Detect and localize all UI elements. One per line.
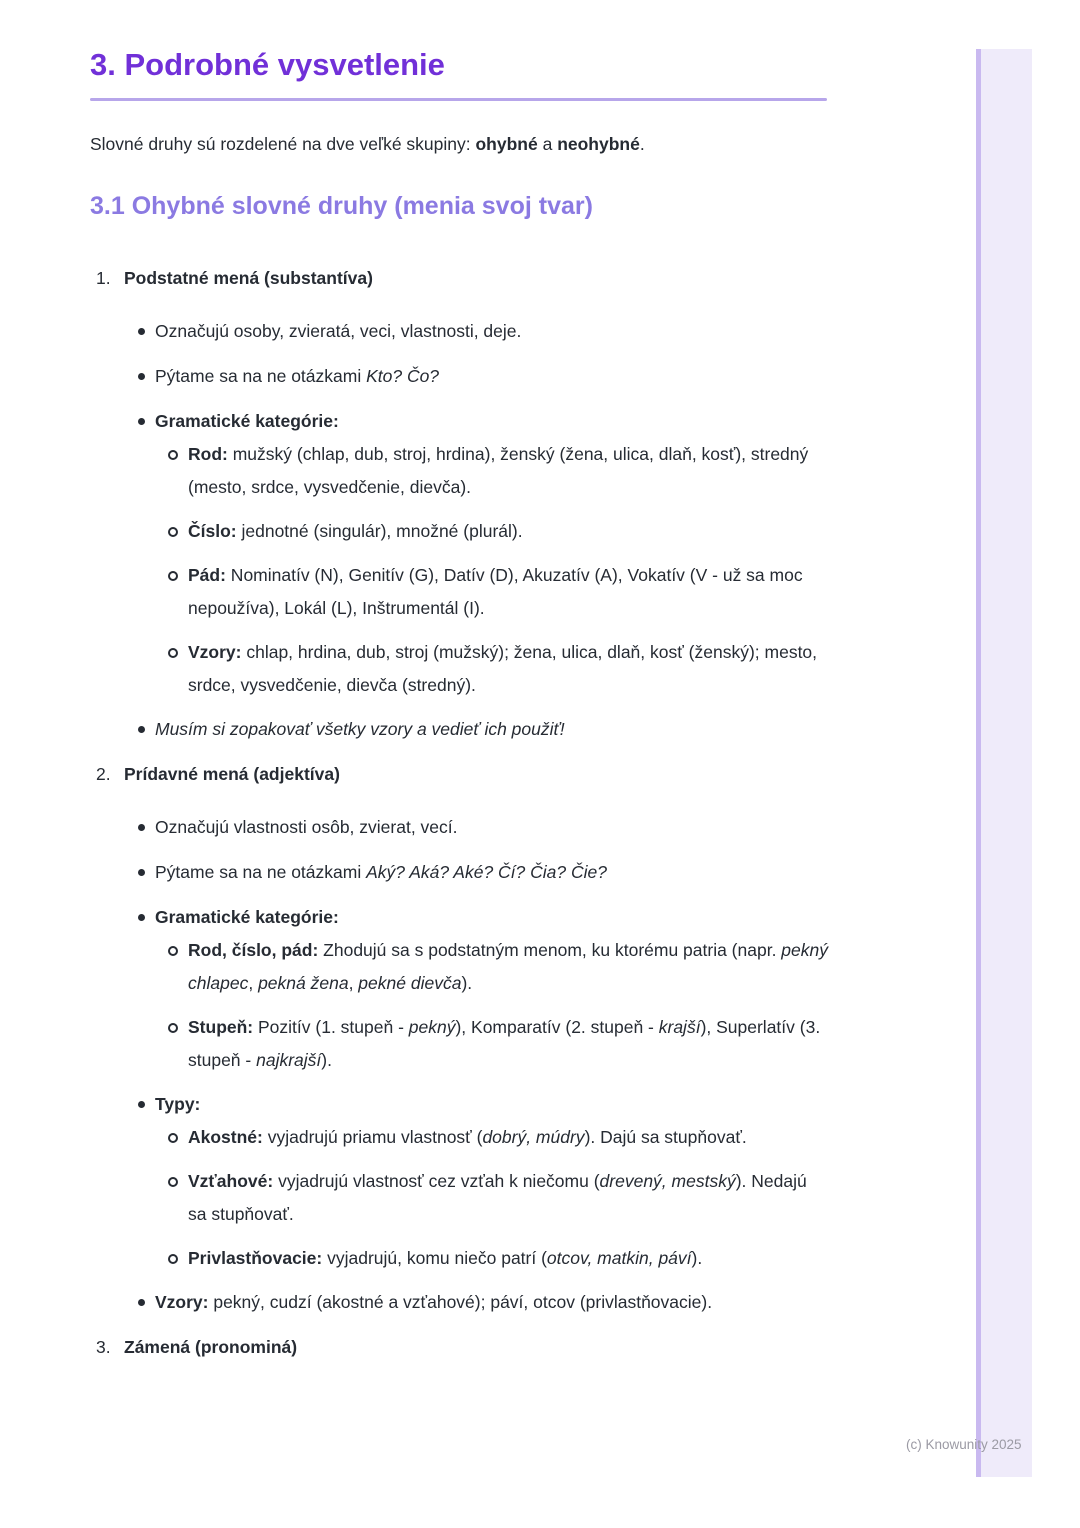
list-row (90, 856, 830, 889)
text-segment: . (639, 134, 645, 154)
list-row-text (188, 1165, 830, 1231)
bullet-disc-icon (138, 901, 155, 921)
list-row (90, 901, 830, 934)
sub-list (90, 438, 830, 702)
item-title: Zámená (pronominá) (124, 1337, 298, 1357)
topic-list (90, 262, 830, 1364)
text-segment: Typy: (155, 1094, 201, 1114)
list-row-text (188, 1011, 830, 1077)
text-segment: jednotné (singulár), množné (plurál). (236, 521, 523, 541)
bullet-circle-icon (168, 515, 188, 537)
list-row-text (188, 559, 830, 625)
text-segment: otcov, matkin, páví (546, 1248, 692, 1268)
list-row (90, 934, 830, 1000)
list-row (90, 636, 830, 702)
numbered-item (90, 262, 830, 746)
list-row-text (155, 1286, 830, 1319)
list-row-text (155, 1088, 830, 1121)
bullet-disc-icon (138, 1286, 155, 1306)
item-number: 2. (96, 764, 111, 784)
list-row (90, 515, 830, 548)
text-segment: Slovné druhy sú rozdelené na dve veľké skupiny: (90, 134, 476, 154)
text-segment: ). Dajú sa stupňovať. (584, 1127, 747, 1147)
text-segment: Gramatické kategórie: (155, 411, 339, 431)
text-segment: najkrajší (256, 1050, 322, 1070)
text-segment: dobrý, múdry (482, 1127, 585, 1147)
list-row (90, 1165, 830, 1231)
text-segment: vyjadrujú vlastnosť cez vzťah k niečomu ( (273, 1171, 600, 1191)
list-row (90, 405, 830, 438)
numbered-item-title-row (90, 1331, 830, 1364)
text-segment: Číslo: (188, 521, 237, 541)
list-row (90, 360, 830, 393)
text-segment: ). (461, 973, 473, 993)
list-row-text (155, 856, 830, 889)
text-segment: Musím si zopakovať všetky vzory a vedieť ich použiť! (155, 719, 565, 739)
sub-list (90, 934, 830, 1077)
intro-paragraph (90, 131, 830, 158)
text-segment: Vzory: (155, 1292, 209, 1312)
item-number: 3. (96, 1337, 111, 1357)
bullet-disc-icon (138, 713, 155, 733)
text-segment: ), Superlatív (3. stupeň - (188, 1017, 821, 1070)
bullet-circle-icon (168, 1121, 188, 1143)
text-segment: neohybné (557, 134, 640, 154)
list-row-text (155, 901, 830, 934)
bullet-disc-icon (138, 405, 155, 425)
list-row (90, 1242, 830, 1275)
text-segment: Pýtame sa na ne otázkami (155, 862, 367, 882)
text-segment: ohybné (475, 134, 538, 154)
text-segment: Rod: (188, 444, 228, 464)
text-segment: Aký? Aká? Aké? Čí? Čia? Čie? (366, 862, 607, 882)
bullet-disc-icon (138, 315, 155, 335)
list-row (90, 1088, 830, 1121)
copyright-text: (c) Knowunity 2025 (906, 1437, 1022, 1452)
bullet-circle-icon (168, 1242, 188, 1264)
text-segment: vyjadrujú, komu niečo patrí ( (322, 1248, 547, 1268)
text-segment: Pozitív (1. stupeň - (253, 1017, 409, 1037)
text-segment: pekný chlapec (188, 940, 828, 993)
text-segment: pekný, cudzí (akostné a vzťahové); páví, otcov (privlastňovacie). (208, 1292, 713, 1312)
list-row-text (155, 405, 830, 438)
bullet-disc-icon (138, 856, 155, 876)
bullet-disc-icon (138, 360, 155, 380)
text-segment: chlap, hrdina, dub, stroj (mužský); žena, ulica, dlaň, kosť (ženský); mesto, srdce, vysvedčenie, dievča (stredný). (188, 642, 818, 695)
title-divider (90, 98, 827, 101)
text-segment: ). (321, 1050, 332, 1070)
list-row-text (155, 811, 830, 844)
text-segment: , (248, 973, 259, 993)
list-row-text (155, 360, 830, 393)
text-segment: Akostné: (188, 1127, 263, 1147)
text-segment: a (537, 134, 558, 154)
numbered-item (90, 1331, 830, 1364)
text-segment: Pýtame sa na ne otázkami (155, 366, 367, 386)
bullet-circle-icon (168, 934, 188, 956)
text-segment: Pád: (188, 565, 226, 585)
list-row (90, 811, 830, 844)
text-segment: Rod, číslo, pád: (188, 940, 319, 960)
list-row (90, 1286, 830, 1319)
text-segment: pekné dievča (358, 973, 462, 993)
list-row (90, 438, 830, 504)
text-segment: Stupeň: (188, 1017, 254, 1037)
item-title: Podstatné mená (substantíva) (124, 268, 373, 288)
bullet-disc-icon (138, 1088, 155, 1108)
list-row-text (188, 1121, 830, 1154)
text-segment: Zhodujú sa s podstatným menom, ku ktorému patria (napr. (318, 940, 782, 960)
text-segment: ). Nedajú sa stupňovať. (188, 1171, 807, 1224)
list-row (90, 1121, 830, 1154)
bullet-circle-icon (168, 559, 188, 581)
section-title: 3.1 Ohybné slovné druhy (menia svoj tvar) (90, 192, 593, 220)
text-segment: Gramatické kategórie: (155, 907, 339, 927)
numbered-item-title-row (90, 262, 830, 295)
bullet-disc-icon (138, 811, 155, 831)
bullet-circle-icon (168, 636, 188, 658)
text-segment: Nominatív (N), Genitív (G), Datív (D), Akuzatív (A), Vokatív (V - už sa moc nepoužíva), Lokál (L), Inštrumentál (I). (188, 565, 803, 618)
list-row-text (188, 636, 830, 702)
list-row-text (188, 934, 830, 1000)
text-segment: , (348, 973, 359, 993)
text-segment: pekný (408, 1017, 456, 1037)
text-segment: krajší (658, 1017, 701, 1037)
numbered-item (90, 758, 830, 1319)
page-title: 3. Podrobné vysvetlenie (90, 47, 445, 82)
text-segment: Vzory: (188, 642, 242, 662)
list-row (90, 713, 830, 746)
item-title: Prídavné mená (adjektíva) (124, 764, 340, 784)
text-segment: Označujú osoby, zvieratá, veci, vlastnosti, deje. (155, 321, 522, 341)
text-segment: ). (691, 1248, 703, 1268)
item-number: 1. (96, 268, 111, 288)
list-row (90, 559, 830, 625)
list-row (90, 1011, 830, 1077)
content-area (90, 46, 830, 1384)
bullet-circle-icon (168, 438, 188, 460)
text-segment: Vzťahové: (188, 1171, 274, 1191)
numbered-item-title-row (90, 758, 830, 791)
text-segment: vyjadrujú priamu vlastnosť ( (262, 1127, 483, 1147)
list-row-text (188, 515, 830, 548)
text-segment: drevený, mestský (599, 1171, 736, 1191)
bullet-circle-icon (168, 1011, 188, 1033)
text-segment: ), Komparatív (2. stupeň - (455, 1017, 659, 1037)
bullet-circle-icon (168, 1165, 188, 1187)
list-row-text (188, 438, 830, 504)
right-margin-panel (976, 49, 1032, 1477)
list-row-text (155, 315, 830, 348)
text-segment: mužský (chlap, dub, stroj, hrdina), ženský (žena, ulica, dlaň, kosť), stredný (mesto, srdce, vysvedčenie, dievča). (188, 444, 809, 497)
text-segment: Privlastňovacie: (188, 1248, 323, 1268)
sub-list (90, 1121, 830, 1275)
list-row-text (188, 1242, 830, 1275)
list-row-text (155, 713, 830, 746)
text-segment: Kto? Čo? (366, 366, 440, 386)
text-segment: pekná žena (258, 973, 349, 993)
text-segment: Označujú vlastnosti osôb, zvierat, vecí. (155, 817, 458, 837)
list-row (90, 315, 830, 348)
